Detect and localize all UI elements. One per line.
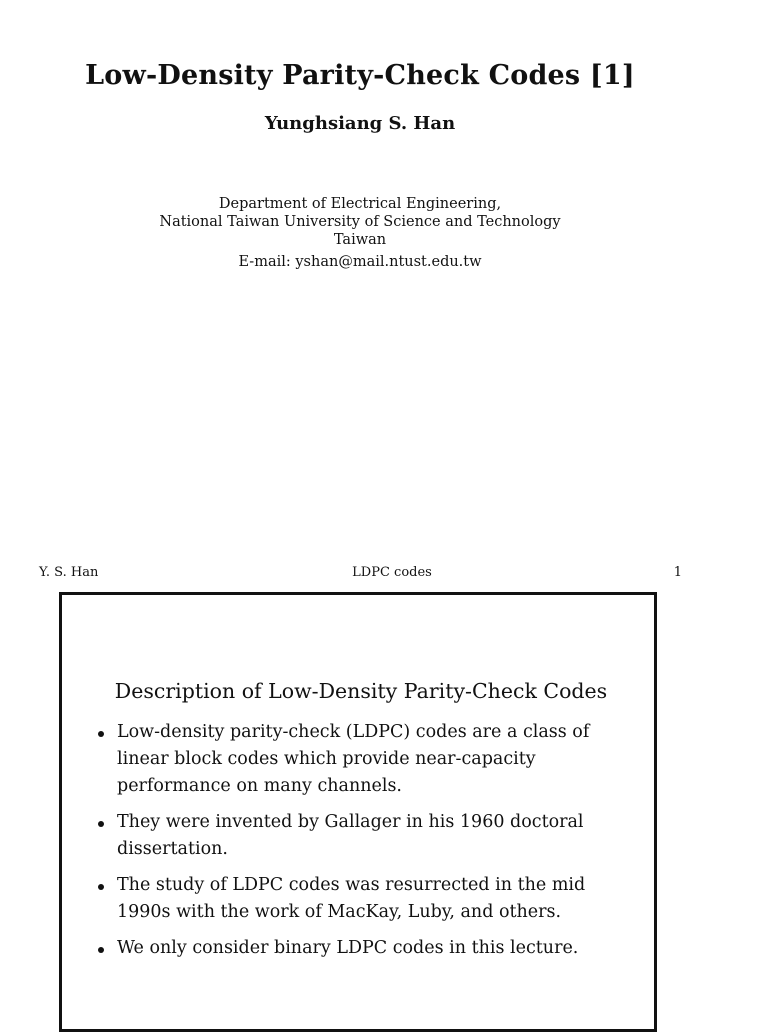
bullet-text: We only consider binary LDPC codes in this lecture. bbox=[117, 938, 579, 958]
bullet-item bbox=[94, 809, 639, 863]
bullet-item bbox=[94, 719, 639, 800]
bullet-item bbox=[94, 935, 639, 962]
bullet-text: The study of LDPC codes was resurrected in the mid 1990s with the work of MacKay, Luby, and others. bbox=[117, 875, 586, 922]
affiliation-line: Taiwan bbox=[333, 232, 387, 248]
header-author: Y. S. Han bbox=[39, 565, 99, 580]
running-header bbox=[0, 565, 768, 583]
slide-frame bbox=[59, 592, 657, 1032]
affiliation-line: Department of Electrical Engineering, bbox=[218, 196, 502, 212]
bullet-dot-icon bbox=[98, 731, 104, 737]
bullet-text: Low-density parity-check (LDPC) codes are a class of linear block codes which provide near-capacity performance on many channels. bbox=[117, 722, 590, 796]
slide-title: Description of Low-Density Parity-Check Codes bbox=[114, 679, 608, 703]
bullet-item bbox=[94, 872, 639, 926]
affiliation-line: National Taiwan University of Science and Technology bbox=[159, 214, 561, 230]
bullet-list bbox=[94, 719, 639, 971]
author-affiliation bbox=[0, 195, 720, 249]
bullet-dot-icon bbox=[98, 884, 104, 890]
bullet-dot-icon bbox=[98, 821, 104, 827]
page-number: 1 bbox=[673, 565, 682, 580]
bullet-dot-icon bbox=[98, 947, 104, 953]
author-email: E-mail: yshan@mail.ntust.edu.tw bbox=[238, 254, 482, 270]
bullet-text: They were invented by Gallager in his 1960 doctoral dissertation. bbox=[117, 812, 584, 859]
document-author: Yunghsiang S. Han bbox=[264, 113, 456, 134]
document-title: Low-Density Parity-Check Codes [1] bbox=[85, 60, 635, 91]
header-topic: LDPC codes bbox=[352, 565, 432, 580]
